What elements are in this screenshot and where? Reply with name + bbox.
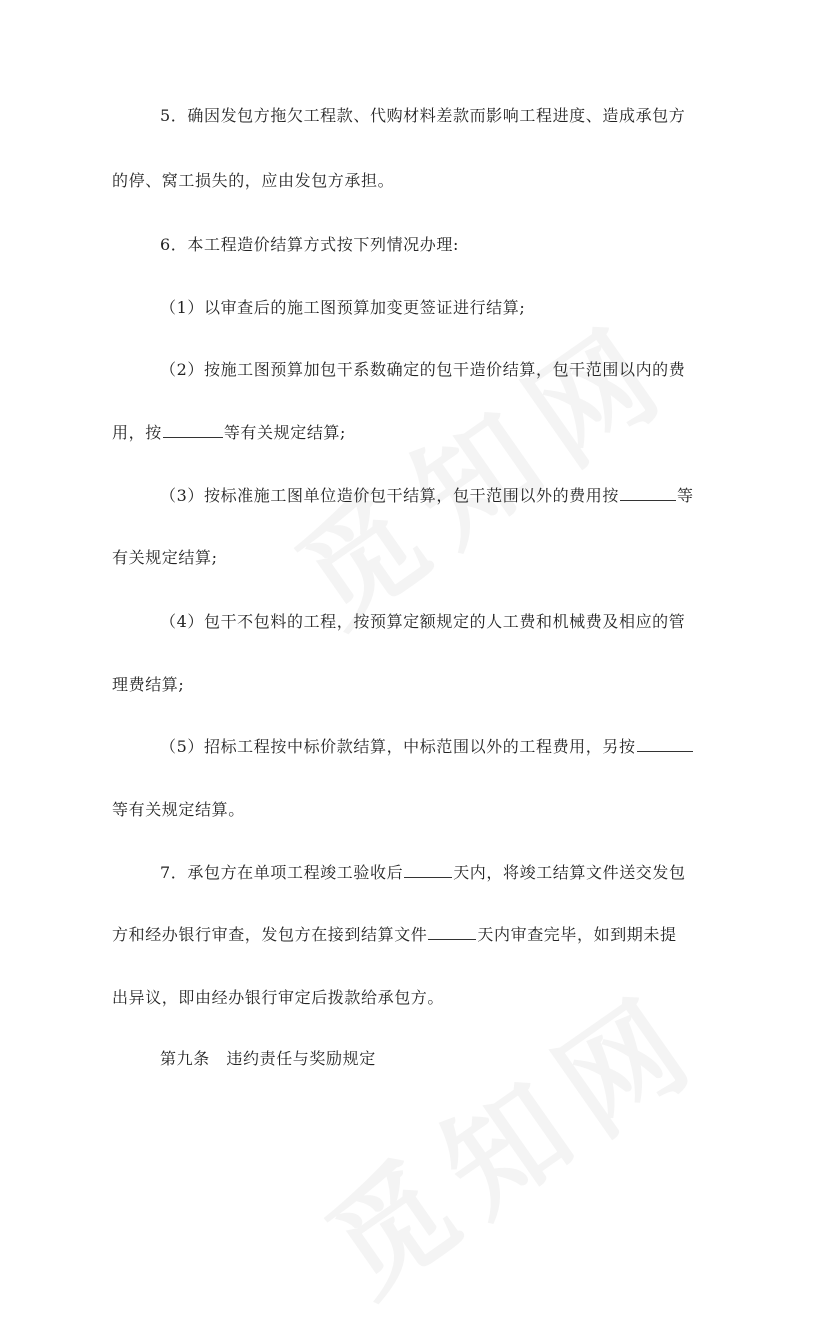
paragraph-7-line-2 bbox=[112, 925, 677, 945]
paragraph-7-text-b: 天内，将竣工结算文件送交发包 bbox=[453, 863, 686, 882]
watermark bbox=[259, 275, 702, 657]
paragraph-7-text-c: 方和经办银行审查，发包方在接到结算文件 bbox=[112, 925, 428, 944]
item-3-text-a: （3）按标准施工图单位造价包干结算，包干范围以外的费用按 bbox=[160, 486, 619, 505]
item-5-line-1 bbox=[160, 737, 694, 757]
item-2-line-2 bbox=[112, 423, 346, 443]
item-5-text: （5）招标工程按中标价款结算，中标范围以外的工程费用，另按 bbox=[160, 737, 636, 756]
item-1: （1）以审查后的施工图预算加变更签证进行结算; bbox=[160, 298, 526, 317]
paragraph-5-line-2: 的停、窝工损失的，应由发包方承担。 bbox=[112, 171, 395, 190]
paragraph-5-line-1: 5．确因发包方拖欠工程款、代购材料差款而影响工程进度、造成承包方 bbox=[160, 106, 686, 125]
fill-in-blank[interactable] bbox=[620, 486, 676, 501]
item-2-text-a: 用，按 bbox=[112, 423, 162, 442]
paragraph-7-text-d: 天内审查完毕，如到期未提 bbox=[477, 925, 677, 944]
paragraph-7-line-1 bbox=[160, 863, 686, 883]
paragraph-6: 6．本工程造价结算方式按下列情况办理: bbox=[160, 235, 459, 254]
item-3-line-2: 有关规定结算; bbox=[112, 548, 218, 567]
fill-in-blank[interactable] bbox=[163, 423, 223, 438]
item-4-line-2: 理费结算; bbox=[112, 675, 185, 694]
fill-in-blank[interactable] bbox=[637, 737, 693, 752]
item-5-line-2: 等有关规定结算。 bbox=[112, 800, 245, 819]
fill-in-blank[interactable] bbox=[404, 863, 452, 878]
article-9-heading: 第九条 违约责任与奖励规定 bbox=[160, 1049, 376, 1068]
item-3-line-1 bbox=[160, 486, 694, 506]
fill-in-blank[interactable] bbox=[428, 925, 476, 940]
paragraph-7-text-a: 7．承包方在单项工程竣工验收后 bbox=[160, 863, 404, 882]
item-4-line-1: （4）包干不包料的工程，按预算定额规定的人工费和机械费及相应的管 bbox=[160, 612, 686, 631]
item-3-text-b: 等 bbox=[676, 486, 694, 505]
item-2-text-b: 等有关规定结算; bbox=[223, 423, 347, 442]
paragraph-7-line-3: 出异议，即由经办银行审定后拨款给承包方。 bbox=[112, 988, 445, 1007]
item-2-line-1: （2）按施工图预算加包干系数确定的包干造价结算，包干范围以内的费 bbox=[160, 360, 686, 379]
